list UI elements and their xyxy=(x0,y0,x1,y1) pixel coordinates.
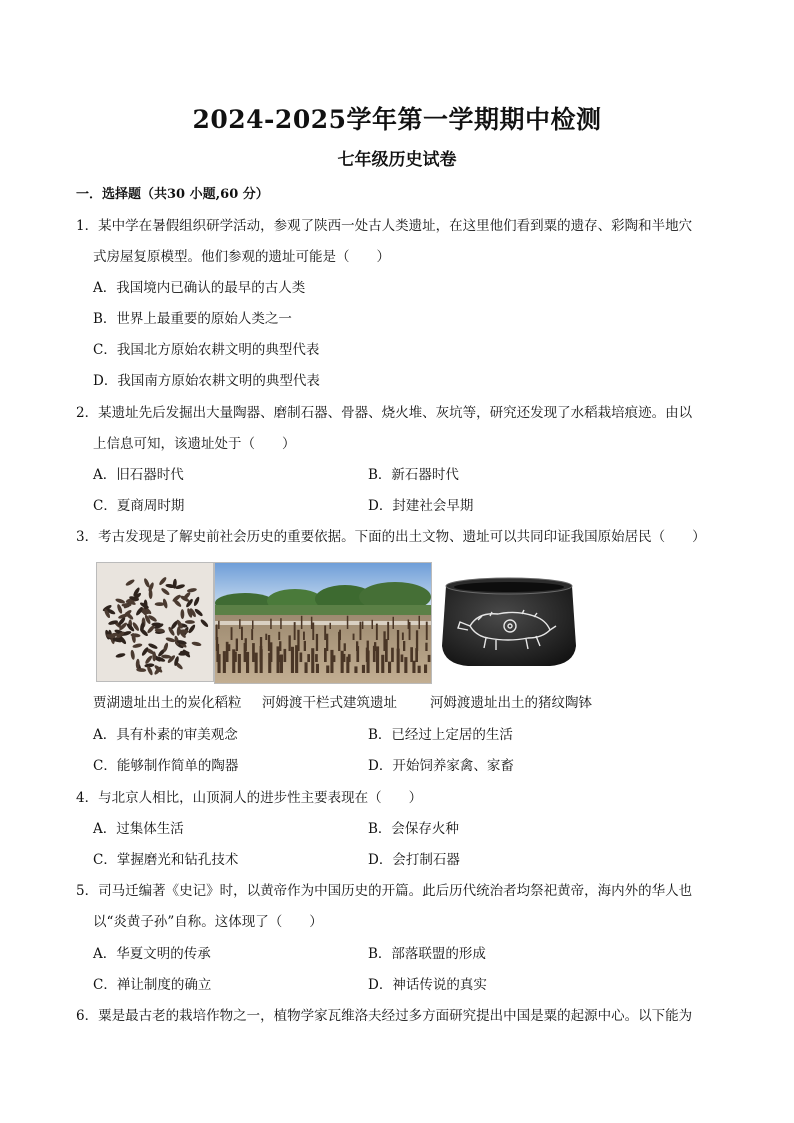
section-heading: 一．选择题（共30 小题,60 分） xyxy=(76,187,269,202)
q3-caption-pig-pottery: 河姆渡遗址出土的猪纹陶钵 xyxy=(430,695,592,711)
q2-option-c: C．夏商周时期 xyxy=(93,498,185,514)
pig-pottery-image xyxy=(438,572,580,672)
q3-caption-stilt-house: 河姆渡干栏式建筑遗址 xyxy=(262,695,397,711)
q2-option-a: A．旧石器时代 xyxy=(93,467,184,483)
q5-option-a: A．华夏文明的传承 xyxy=(93,946,211,962)
q4-stem-line1: 4．与北京人相比，山顶洞人的进步性主要表现在（ ） xyxy=(76,790,423,806)
exam-subtitle: 七年级历史试卷 xyxy=(337,150,457,170)
q4-option-c: C．掌握磨光和钻孔技术 xyxy=(93,852,239,868)
q3-option-c: C．能够制作简单的陶器 xyxy=(93,758,239,774)
q2-option-d: D．封建社会早期 xyxy=(368,498,474,514)
q1-option-d: D．我国南方原始农耕文明的典型代表 xyxy=(93,373,320,389)
pig-pottery-drawing xyxy=(438,572,580,672)
q2-stem-line2: 上信息可知，该遗址处于（ ） xyxy=(93,436,296,452)
rice-grains-drawing xyxy=(97,563,213,681)
q3-option-d: D．开始饲养家禽、家畜 xyxy=(368,758,514,774)
q3-option-b: B．已经过上定居的生活 xyxy=(368,727,513,743)
q1-option-c: C．我国北方原始农耕文明的典型代表 xyxy=(93,342,320,358)
q1-stem-line2: 式房屋复原模型。他们参观的遗址可能是（ ） xyxy=(93,249,390,265)
q3-stem-line1: 3．考古发现是了解史前社会历史的重要依据。下面的出土文物、遗址可以共同印证我国原始居民（ ） xyxy=(76,529,706,545)
q1-option-b: B．世界上最重要的原始人类之一 xyxy=(93,311,292,327)
stilt-house-site-image xyxy=(214,562,432,684)
q5-option-b: B．部落联盟的形成 xyxy=(368,946,486,962)
q1-stem-line1: 1．某中学在暑假组织研学活动，参观了陕西一处古人类遗址，在这里他们看到粟的遗存、彩陶和半地穴 xyxy=(76,218,693,234)
q1-option-a: A．我国境内已确认的最早的古人类 xyxy=(93,280,306,296)
q5-option-c: C．禅让制度的确立 xyxy=(93,977,212,993)
q3-caption-rice: 贾湖遗址出土的炭化稻粒 xyxy=(93,695,242,711)
q5-stem-line1: 5．司马迁编著《史记》时，以黄帝作为中国历史的开篇。此后历代统治者均祭祀黄帝，海内外的华人也 xyxy=(76,883,693,899)
rice-grains-image xyxy=(96,562,214,682)
q2-option-b: B．新石器时代 xyxy=(368,467,459,483)
q4-option-b: B．会保存火种 xyxy=(368,821,459,837)
q5-stem-line2: 以“炎黄子孙”自称。这体现了（ ） xyxy=(93,914,323,930)
q2-stem-line1: 2．某遗址先后发掘出大量陶器、磨制石器、骨器、烧火堆、灰坑等，研究还发现了水稻栽培痕迹。由以 xyxy=(76,405,693,421)
q4-option-a: A．过集体生活 xyxy=(93,821,184,837)
q5-option-d: D．神话传说的真实 xyxy=(368,977,487,993)
stilt-house-site-drawing xyxy=(215,563,431,683)
q3-option-a: A．具有朴素的审美观念 xyxy=(93,727,238,743)
q6-stem-line1: 6．粟是最古老的栽培作物之一，植物学家瓦维洛夫经过多方面研究提出中国是粟的起源中心。以下能为 xyxy=(76,1008,693,1024)
exam-title: 2024-2025学年第一学期期中检测 xyxy=(192,105,602,134)
q4-option-d: D．会打制石器 xyxy=(368,852,460,868)
